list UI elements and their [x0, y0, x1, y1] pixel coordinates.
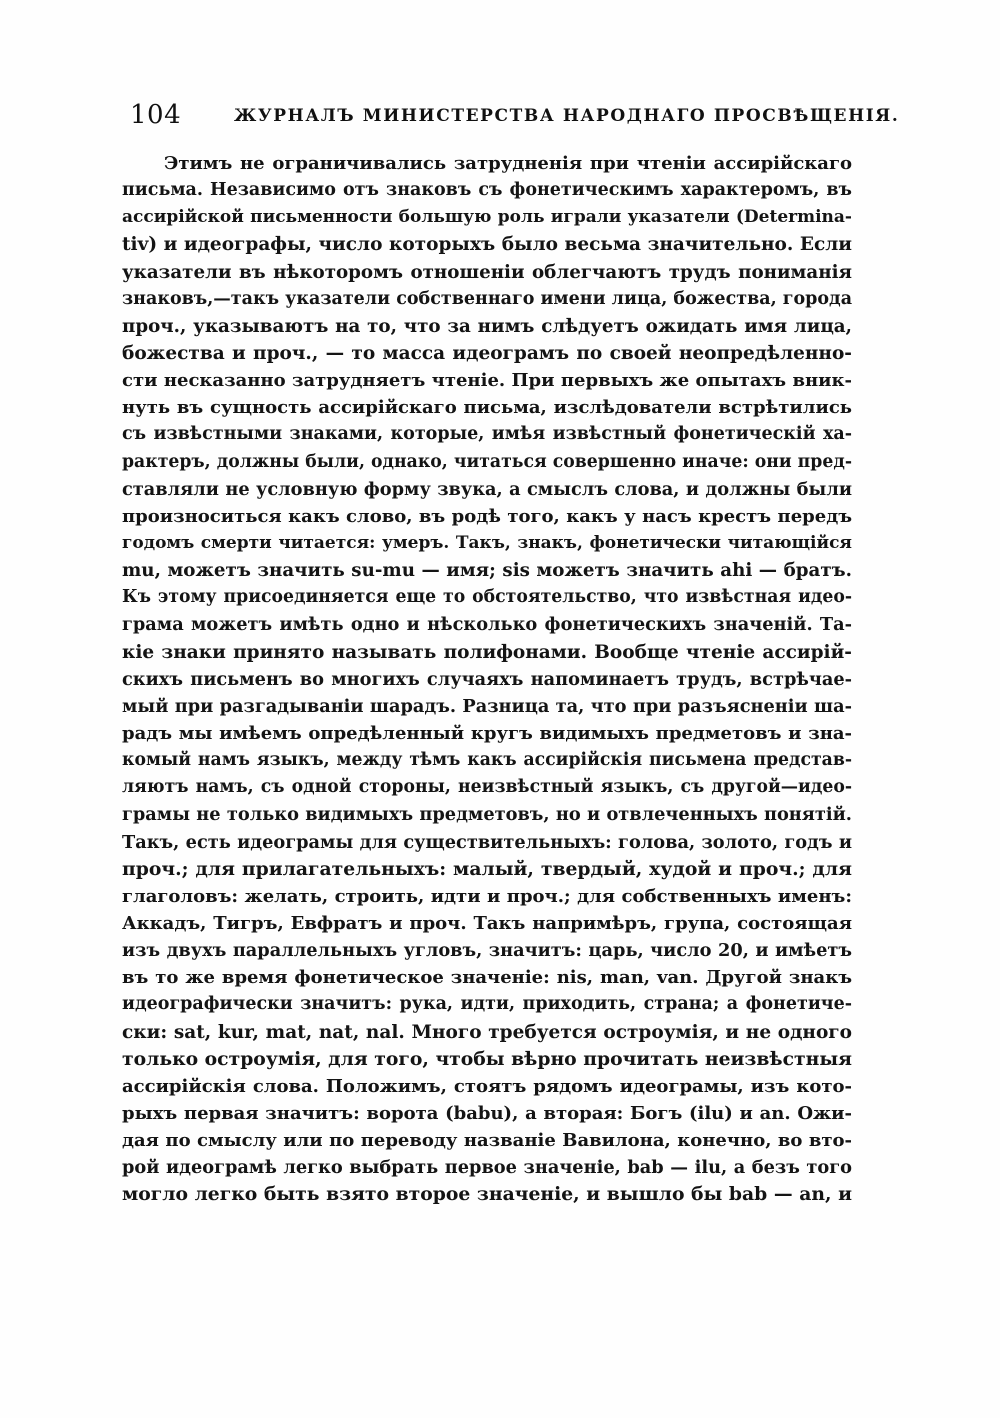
text-line: грама можетъ имѣть одно и нѣсколько фонетическихъ значеній. Та-: [122, 614, 852, 636]
text-line: съ извѣстными знаками, которые, имѣя извѣстный фонетическій ха-: [122, 424, 852, 445]
text-line: ассирійскія слова. Положимъ, стоятъ рядомъ идеограмы, изъ кото-: [122, 1075, 852, 1097]
text-line: глаголовъ: желать, строить, идти и проч.; для собственныхъ именъ:: [122, 885, 852, 907]
text-line: дая по смыслу или по переводу названіе Вавилона, конечно, во вто-: [122, 1130, 852, 1152]
text-line: tiv) и идеографы, число которыхъ было весьма значительно. Если: [122, 234, 852, 256]
text-line: Къ этому присоединяется еще то обстоятельство, что извѣстная идео-: [122, 587, 852, 608]
running-head: [130, 100, 900, 134]
text-line: кіе знаки принято называть полифонами. Вообще чтеніе ассирій-: [122, 641, 852, 663]
text-line: проч., указываютъ на то, что за нимъ слѣдуетъ ожидать имя лица,: [122, 315, 852, 337]
text-line: радъ мы имѣемъ опредѣленный кругъ видимыхъ предметовъ и зна-: [122, 722, 852, 744]
text-line: нуть въ сущность ассирійскаго письма, изслѣдователи встрѣтились: [122, 397, 852, 419]
text-line: Такъ, есть идеограмы для существительныхъ: голова, золото, годъ и: [122, 831, 852, 853]
text-line: рой идеограмѣ легко выбрать первое значеніе, bab — ilu, а безъ того: [122, 1157, 852, 1179]
text-line: изъ двухъ параллельныхъ угловъ, значитъ: царь, число 20, и имѣетъ: [122, 940, 852, 962]
body-text: [122, 150, 852, 1208]
text-line: знаковъ,—такъ указатели собственнаго имени лица, божества, города: [122, 288, 853, 309]
text-line: годомъ смерти читается: умеръ. Такъ, знакъ, фонетически читающійся: [122, 532, 852, 553]
text-line: ассирійской письменности большую роль играли указатели (Determina-: [122, 207, 852, 228]
text-line: ляютъ намъ, съ одной стороны, неизвѣстный языкъ, съ другой—идео-: [122, 777, 852, 798]
text-line: въ то же время фонетическое значеніе: nis, man, van. Другой знакъ: [122, 967, 852, 989]
text-line: скихъ письменъ во многихъ случаяхъ напоминаетъ трудъ, встрѣчае-: [122, 668, 852, 690]
text-line: идеографически значитъ: рука, идти, приходить, страна; а фонетиче-: [122, 994, 852, 1015]
journal-title: ЖУРНАЛЪ МИНИСТЕРСТВА НАРОДНАГО ПРОСВѢЩЕНІЯ.: [234, 106, 900, 126]
text-line: рыхъ первая значитъ: ворота (babu), а вторая: Богъ (ilu) и an. Ожи-: [122, 1102, 852, 1124]
text-line: письма. Независимо отъ знаковъ съ фонетическимъ характеромъ, въ: [122, 180, 852, 201]
text-line: мый при разгадываніи шарадъ. Разница та, что при разъясненіи ша-: [122, 695, 852, 717]
text-line: комый намъ языкъ, между тѣмъ какъ ассирійскія письмена представ-: [122, 750, 852, 771]
text-line: mu, можетъ значить su-mu — имя; sis можетъ значить ahi — братъ.: [122, 560, 852, 582]
text-line: грамы не только видимыхъ предметовъ, но и отвлеченныхъ понятій.: [122, 804, 852, 826]
text-line: божества и проч., — то масса идеограмъ по своей неопредѣленно-: [122, 342, 852, 364]
text-line: Аккадъ, Тигръ, Евфратъ и проч. Такъ напримѣръ, група, состоящая: [122, 912, 852, 934]
page-number: 104: [130, 100, 182, 130]
text-line: рактеръ, должны были, однако, читаться совершенно иначе: они пред-: [122, 451, 852, 472]
text-line: только остроумія, для того, чтобы вѣрно прочитать неизвѣстныя: [122, 1047, 852, 1070]
text-line: ставляли не условную форму звука, а смыслъ слова, и должны были: [122, 478, 852, 500]
text-line: Этимъ не ограничивались затрудненія при чтеніи ассирійскаго: [164, 153, 852, 174]
text-line: произноситься какъ слово, въ родѣ того, какъ у насъ крестъ передъ: [122, 505, 852, 527]
text-line: ски: sat, kur, mat, nat, nal. Много требуется остроумія, и не одного: [122, 1021, 852, 1043]
text-line: сти несказанно затрудняетъ чтеніе. При первыхъ же опытахъ вник-: [122, 370, 852, 392]
text-line: могло легко быть взято второе значеніе, и вышло бы bab — an, и: [122, 1183, 852, 1206]
text-line: проч.; для прилагательныхъ: малый, твердый, худой и проч.; для: [122, 857, 852, 880]
text-line: указатели въ нѣкоторомъ отношеніи облегчаютъ трудъ пониманія: [122, 261, 852, 283]
